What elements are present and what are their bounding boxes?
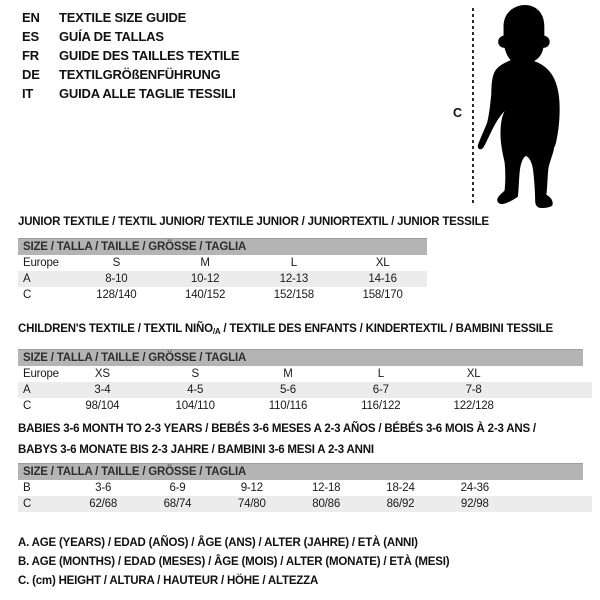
row-label: B (23, 482, 31, 494)
language-row (22, 46, 239, 65)
language-label: TEXTILE SIZE GUIDE (59, 10, 187, 25)
section-title-children (18, 320, 553, 341)
language-list (22, 8, 239, 103)
table-cell: 74/80 (237, 498, 266, 510)
table-cell: M (283, 368, 293, 380)
table-cell: 116/122 (361, 400, 401, 412)
language-row (22, 27, 239, 46)
table-cell: 110/116 (268, 400, 308, 412)
table-cell: XS (94, 368, 110, 380)
legend-line-c: C. (cm) HEIGHT / ALTURA / HAUTEUR / HÖHE / ALTEZZA (18, 575, 319, 587)
table-cell: 5-6 (279, 384, 296, 396)
table-cell: 68/74 (163, 498, 192, 510)
table-header-bar: SIZE / TALLA / TAILLE / GRÖSSE / TAGLIA (18, 238, 427, 255)
table-header-bar: SIZE / TALLA / TAILLE / GRÖSSE / TAGLIA (18, 463, 583, 480)
table-header-bar: SIZE / TALLA / TAILLE / GRÖSSE / TAGLIA (18, 349, 583, 366)
table-cell: S (112, 257, 121, 269)
table-cell: XL (375, 257, 390, 269)
junior-size-table (18, 238, 427, 303)
table-row (18, 271, 427, 287)
language-label: GUIDE DES TAILLES TEXTILE (59, 48, 240, 63)
language-code: DE (22, 67, 40, 82)
table-row (18, 366, 592, 382)
table-cell: 152/158 (273, 289, 314, 301)
table-cell: L (377, 368, 384, 380)
table-cell: 9-12 (240, 482, 263, 494)
row-label: A (23, 384, 31, 396)
table-cell: 140/152 (185, 289, 226, 301)
table-cell: 158/170 (362, 289, 403, 301)
table-cell: 8-10 (105, 273, 128, 285)
section-title-line2: BABYS 3-6 MONATE BIS 2-3 JAHRE / BAMBINI 3-6 MESI A 2-3 ANNI (18, 444, 374, 456)
table-cell: 104/110 (175, 400, 215, 412)
legend-line-a: A. AGE (YEARS) / EDAD (AÑOS) / ÂGE (ANS) / ALTER (JAHRE) / ETÀ (ANNI) (18, 537, 418, 549)
row-label: A (23, 273, 31, 285)
table-cell: 128/140 (96, 289, 137, 301)
row-label: C (23, 400, 32, 412)
language-code: ES (22, 29, 39, 44)
table-row (18, 255, 427, 271)
table-cell: L (290, 257, 297, 269)
table-cell: 6-7 (372, 384, 389, 396)
language-label: GUIDA ALLE TAGLIE TESSILI (59, 86, 236, 101)
language-code: IT (22, 86, 34, 101)
table-cell: 92/98 (460, 498, 489, 510)
language-row (22, 8, 239, 27)
table-cell: S (191, 368, 199, 380)
section-title-text: CHILDREN'S TEXTILE / TEXTIL NIÑO (18, 323, 213, 335)
row-label: Europe (23, 257, 59, 269)
table-cell: 4-5 (187, 384, 204, 396)
section-title-babies (18, 420, 536, 460)
table-cell: 6-9 (169, 482, 186, 494)
table-cell: 98/104 (85, 400, 120, 412)
language-label: TEXTILGRÖßENFÜHRUNG (59, 67, 221, 82)
language-code: EN (22, 10, 40, 25)
children-size-table (18, 349, 592, 414)
table-cell: 24-36 (460, 482, 490, 494)
table-body (18, 255, 427, 303)
table-cell: 18-24 (386, 482, 415, 494)
table-row (18, 480, 592, 496)
table-cell: 86/92 (386, 498, 415, 510)
language-row (22, 65, 239, 84)
row-label: C (23, 289, 32, 301)
table-cell: 12-18 (311, 482, 341, 494)
height-measure-line (472, 8, 474, 206)
section-title-text: BABIES 3-6 MONTH TO 2-3 YEARS / BEBÉS 3-6 MESES A 2-3 AÑOS / BÉBÉS 3-6 MOIS À 2-3 ANS / (18, 423, 536, 435)
table-row (18, 398, 592, 414)
table-cell: 7-8 (465, 384, 482, 396)
table-cell: 3-6 (95, 482, 112, 494)
section-title-junior (18, 213, 489, 234)
table-body (18, 480, 592, 512)
table-row (18, 382, 592, 398)
table-cell: 80/86 (312, 498, 341, 510)
section-title-subscript: /A (212, 327, 221, 336)
table-cell: 12-13 (279, 273, 309, 285)
table-cell: 3-4 (94, 384, 111, 396)
language-row (22, 84, 239, 103)
legend-line-b: B. AGE (MONTHS) / EDAD (MESES) / ÂGE (MOIS) / ALTER (MONATE) / ETÀ (MESI) (18, 556, 450, 568)
table-cell: 122/128 (453, 400, 494, 412)
language-code: FR (22, 48, 39, 63)
height-measure-label: C (453, 106, 463, 120)
babies-size-table (18, 463, 592, 512)
language-label: GUÍA DE TALLAS (59, 29, 164, 44)
table-body (18, 366, 592, 414)
table-cell: XL (466, 368, 481, 380)
table-cell: 14-16 (368, 273, 397, 285)
table-cell: M (200, 257, 210, 269)
row-label: C (23, 498, 32, 510)
table-row (18, 496, 592, 512)
baby-silhouette-icon (476, 4, 578, 208)
section-title-text: / TEXTILE DES ENFANTS / KINDERTEXTIL / BAMBINI TESSILE (220, 323, 553, 335)
row-label: Europe (23, 368, 59, 380)
table-row (18, 287, 427, 303)
section-title-text: JUNIOR TEXTILE / TEXTIL JUNIOR/ TEXTILE JUNIOR / JUNIORTEXTIL / JUNIOR TESSILE (18, 216, 489, 228)
table-cell: 62/68 (89, 498, 118, 510)
legend (18, 534, 449, 591)
table-cell: 10-12 (190, 273, 220, 285)
